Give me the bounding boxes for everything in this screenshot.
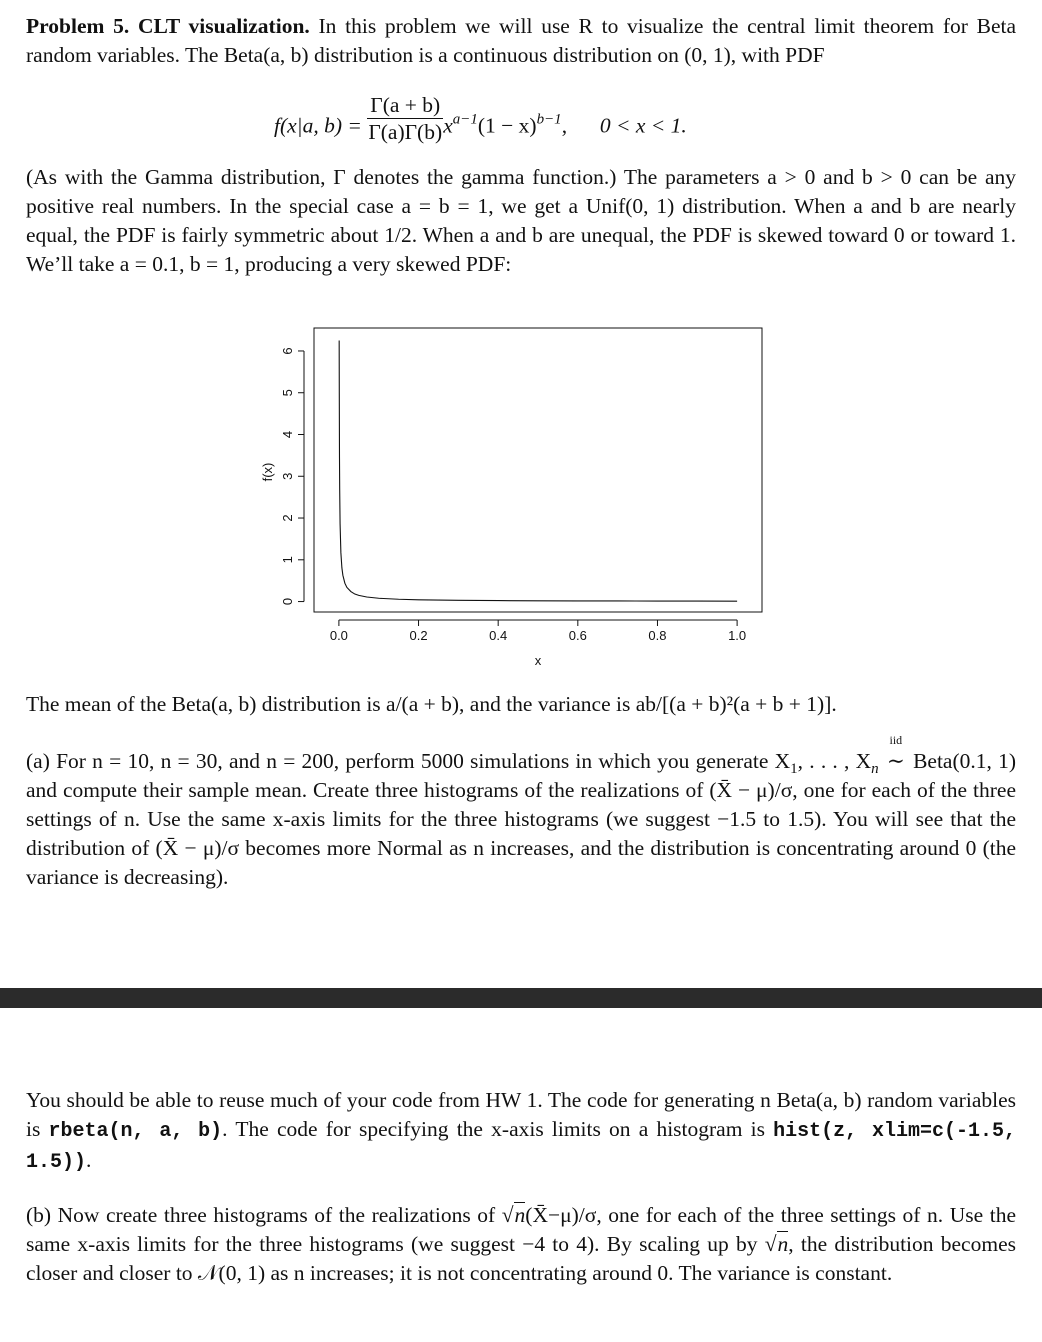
equation-denominator: Γ(a)Γ(b) <box>368 120 443 144</box>
part-b-text-1: (b) Now create three histograms of the realizations of <box>26 1203 502 1227</box>
y-tick-label: 2 <box>280 514 295 522</box>
equation-x-power: x <box>443 113 453 138</box>
mean-variance-paragraph: The mean of the Beta(a, b) distribution is a/(a + b), and the variance is ab/[(a + b)²(a + b + 1)]. <box>26 692 837 716</box>
equation-support: 0 < x < 1. <box>599 113 687 138</box>
x-tick-label: 0.0 <box>329 628 348 643</box>
hist-code: hist(z, xlim=c(-1.5, 1.5)) <box>26 1120 1017 1174</box>
problem-intro-paragraph <box>26 12 1016 70</box>
beta-pdf-equation <box>0 93 1042 156</box>
sqrt-symbol: √ <box>501 1203 514 1227</box>
sim-symbol: ∼ <box>886 749 905 773</box>
x-tick-label: 0.8 <box>648 628 667 643</box>
rbeta-code: rbeta(n, a, b) <box>48 1120 223 1143</box>
y-axis-label: f(x) <box>260 462 275 482</box>
y-tick-label: 6 <box>280 347 295 355</box>
reuse-text-2: . The code for specifying the x-axis limits on a histogram is <box>222 1117 774 1141</box>
problem-heading: Problem 5. CLT visualization. <box>26 14 310 38</box>
x-tick-label: 1.0 <box>728 628 747 643</box>
part-b-text-2: (X̄−μ)/σ, one for each of the three settings of n. Use the same x-axis limits for the three histograms (we suggest −4 to 4). By scaling up by <box>26 1203 1016 1256</box>
equation-numerator: Γ(a + b) <box>367 92 443 119</box>
equation-exp-b: b−1 <box>536 111 562 128</box>
plot-box <box>314 328 762 612</box>
sqrt-argument: n <box>514 1203 526 1227</box>
part-a-middle: , . . . , X <box>797 749 872 773</box>
part-a-sub-1: 1 <box>790 761 798 777</box>
reuse-code-paragraph <box>26 1086 1016 1177</box>
x-axis <box>330 620 746 643</box>
equation-lhs: f(x|a, b) = <box>274 113 362 138</box>
part-b-text-3: , the distribution becomes closer and closer to 𝒩(0, 1) as n increases; it is not concentrating around 0. The variance is constant. <box>26 1232 1016 1285</box>
beta-pdf-chart <box>240 312 800 674</box>
problem-intro-text: In this problem we will use R to visualize the central limit theorem for Beta random variables. The Beta(a, b) distribution is a continuous distribution on (0, 1), with PDF <box>26 14 1016 67</box>
x-tick-label: 0.4 <box>489 628 508 643</box>
sqrt-symbol: √ <box>764 1232 777 1256</box>
part-a-rest: Beta(0.1, 1) and compute their sample mean. Create three histograms of the realizations of (X̄ − μ)/σ, one for each of the three settings of n. Use the same x-axis limits for the three histograms (we suggest −1.5 to 1.5). You will see that the distribution of (X̄ − μ)/σ becomes more Normal as n increases, and the distribution is concentrating around 0 (the variance is decreasing). <box>26 749 1017 889</box>
y-tick-label: 3 <box>280 472 295 480</box>
equation-fraction <box>367 92 443 145</box>
y-tick-label: 1 <box>280 556 295 564</box>
sqrt-n-2 <box>765 1231 789 1256</box>
y-tick-label: 4 <box>280 430 295 439</box>
part-a-paragraph <box>26 733 1017 892</box>
gamma-paragraph: (As with the Gamma distribution, Γ denotes the gamma function.) The parameters a > 0 and b > 0 can be any positive real numbers. In the special case a = b = 1, we get a Unif(0, 1) distribution. When a and b are nearly equal, the PDF is fairly symmetric about 1/2. When a and b are unequal, the PDF is skewed toward 0 or toward 1. We’ll take a = 0.1, b = 1, producing a very skewed PDF: <box>26 165 1016 276</box>
x-tick-label: 0.6 <box>568 628 587 643</box>
pdf-curve-line <box>339 341 737 602</box>
reuse-text-3: . <box>86 1148 92 1172</box>
sqrt-argument: n <box>777 1232 789 1256</box>
part-a-prefix: (a) For n = 10, n = 30, and n = 200, perform 5000 simulations in which you generate X <box>26 749 791 773</box>
sqrt-n-1 <box>502 1202 526 1227</box>
y-axis <box>280 347 304 605</box>
part-b-paragraph <box>26 1201 1016 1288</box>
y-tick-label: 0 <box>280 597 295 606</box>
part-a-sub-n: n <box>871 761 879 777</box>
x-axis-label: x <box>534 653 542 668</box>
page-divider <box>0 988 1042 1008</box>
iid-symbol <box>885 733 907 776</box>
x-tick-label: 0.2 <box>409 628 428 643</box>
iid-label: iid <box>889 733 903 747</box>
equation-exp-a: a−1 <box>452 111 478 128</box>
equation-comma: , <box>561 113 568 138</box>
reuse-text-1: You should be able to reuse much of your code from HW 1. The code for generating n Beta(a, b) random variables is <box>26 1088 1016 1141</box>
equation-one-minus-x: (1 − x) <box>477 113 537 138</box>
y-tick-label: 5 <box>280 389 295 397</box>
